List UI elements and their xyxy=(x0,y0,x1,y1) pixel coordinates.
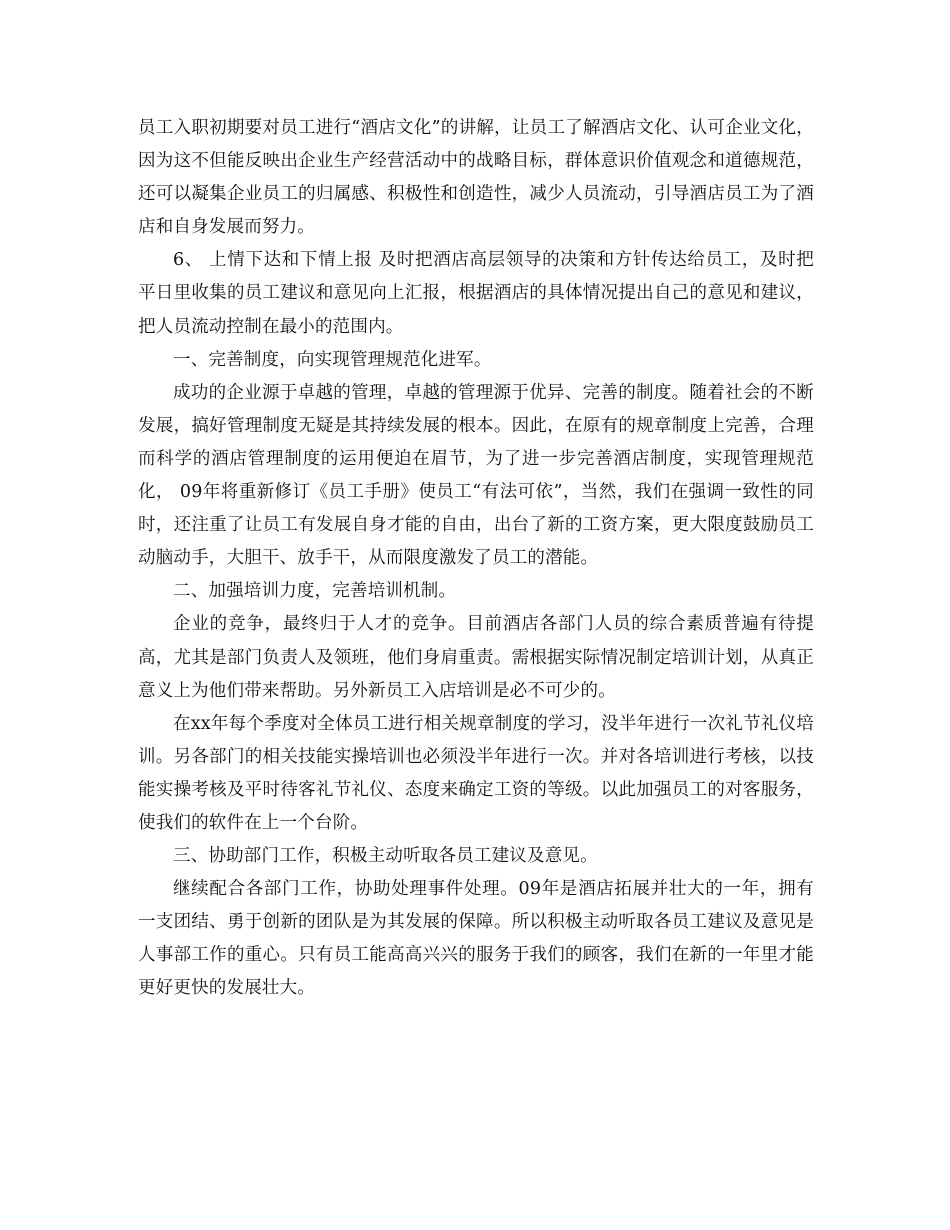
paragraph-5: 在xx年每个季度对全体员工进行相关规章制度的学习，没半年进行一次礼节礼仪培训。另各部门的相关技能实操培训也必须没半年进行一次。并对各培训进行考核，以技能实操考核及平时待客礼节礼仪、态度来确定工资的等级。以此加强员工的对客服务，使我们的软件在上一个台阶。 xyxy=(138,713,814,833)
section-heading-2: 二、加强培训力度，完善培训机制。 xyxy=(173,581,457,602)
section-heading-3: 三、协助部门工作，积极主动听取各员工建议及意见。 xyxy=(173,846,598,867)
paragraph-4: 企业的竞争，最终归于人才的竞争。目前酒店各部门人员的综合素质普遍有待提高，尤其是部门负责人及领班，他们身肩重责。需根据实际情况制定培训计划，从真正意义上为他们带来帮助。另外新员工入店培训是必不可少的。 xyxy=(138,614,814,701)
paragraph-1: 员工入职初期要对员工进行“酒店文化”的讲解，让员工了解酒店文化、认可企业文化，因为这不但能反映出企业生产经营活动中的战略目标，群体意识价值观念和道德规范，还可以凝集企业员工的归属感、积极性和创造性，减少人员流动，引导酒店员工为了酒店和自身发展而努力。 xyxy=(138,118,814,238)
paragraph-2: 6、 上情下达和下情上报 及时把酒店高层领导的决策和方针传达给员工，及时把平日里收集的员工建议和意见向上汇报，根据酒店的具体情况提出自己的意见和建议，把人员流动控制在最小的范围内。 xyxy=(138,250,814,337)
section-heading-1: 一、完善制度，向实现管理规范化进军。 xyxy=(173,349,492,370)
paragraph-3: 成功的企业源于卓越的管理，卓越的管理源于优异、完善的制度。随着社会的不断发展，搞好管理制度无疑是其持续发展的根本。因此，在原有的规章制度上完善，合理而科学的酒店管理制度的运用便迫在眉节，为了进一步完善酒店制度，实现管理规范化， 09年将重新修订《员工手册》使员工“有法可依”，当然，我们在强调一致性的同时，还注重了让员工有发展自身才能的自由，出台了新的工资方案，更大限度鼓励员工动脑动手，大胆干、放手干，从而限度激发了员工的潜能。 xyxy=(138,382,814,569)
document-body xyxy=(138,112,814,1006)
paragraph-6: 继续配合各部门工作，协助处理事件处理。09年是酒店拓展并壮大的一年，拥有一支团结、勇于创新的团队是为其发展的保障。所以积极主动听取各员工建议及意见是人事部工作的重心。只有员工能高高兴兴的服务于我们的顾客，我们在新的一年里才能更好更快的发展壮大。 xyxy=(138,879,814,999)
